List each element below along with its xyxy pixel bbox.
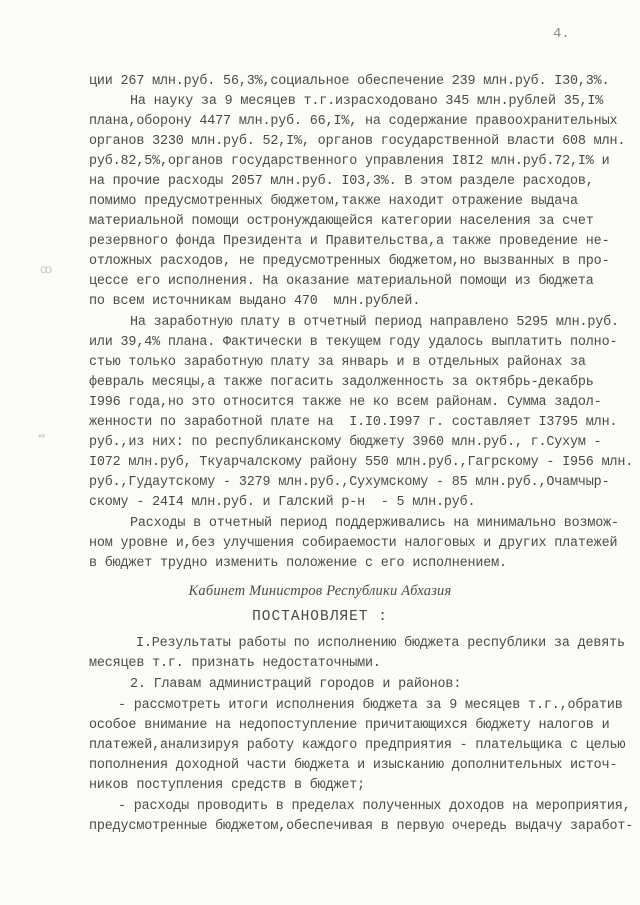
text-line: ном уровне и,без улучшения собираемости налоговых и других платежей bbox=[89, 536, 618, 551]
text-line: помимо предусмотренных бюджетом,также находит отражение выдача bbox=[89, 194, 578, 209]
text-line: женности по заработной плате на I.I0.I997 г. составляет I3795 млн. bbox=[89, 415, 618, 430]
text-line: особое внимание на недопоступление причитающихся бюджету налогов и bbox=[89, 718, 610, 733]
text-line: ников поступления средств в бюджет; bbox=[89, 778, 365, 793]
text-line: или 39,4% плана. Фактически в текущем году удалось выплатить полно- bbox=[89, 335, 618, 350]
issuing-body-heading: Кабинет Министров Республики Абхазия bbox=[188, 583, 452, 599]
text-line: руб.,из них: по республиканскому бюджету 3960 млн.руб., г.Сухум - bbox=[89, 435, 602, 450]
text-line: стью только заработную плату за январь и в отдельных районах за bbox=[89, 355, 586, 370]
text-line: резервного фонда Президента и Правительства,а также проведение не- bbox=[89, 234, 610, 249]
text-line: февраль месяцы,а также погасить задолженность за октябрь-декабрь bbox=[89, 375, 594, 390]
text-line: платежей,анализируя работу каждого предприятия - плательщика с целью bbox=[89, 738, 626, 753]
text-line: на прочие расходы 2057 млн.руб. I03,3%. В этом разделе расходов, bbox=[89, 174, 594, 189]
text-line: 2. Главам администраций городов и районов: bbox=[130, 677, 462, 692]
text-line: месяцев т.г. признать недостаточными. bbox=[89, 656, 381, 671]
text-line: органов 3230 млн.руб. 52,I%, органов государственной власти 608 млн. bbox=[89, 134, 626, 149]
text-line: в бюджет трудно изменить положение с его исполнением. bbox=[89, 556, 507, 571]
text-line: цессе его исполнения. На оказание материальной помощи из бюджета bbox=[89, 274, 594, 289]
text-line: по всем источникам выдано 470 млн.рублей. bbox=[89, 294, 421, 309]
text-line: пополнения доходной части бюджета и изысканию дополнительных источ- bbox=[89, 758, 618, 773]
text-line: скому - 24I4 млн.руб. и Галский р-н - 5 млн.руб. bbox=[89, 495, 476, 510]
text-line: - рассмотреть итоги исполнения бюджета за 9 месяцев т.г.,обратив bbox=[118, 698, 623, 713]
text-line: плана,оборону 4477 млн.руб. 66,I%, на содержание правоохранительных bbox=[89, 114, 618, 129]
text-line: Расходы в отчетный период поддерживались на минимально возмож- bbox=[130, 516, 619, 531]
text-line: На науку за 9 месяцев т.г.израсходовано 345 млн.рублей 35,I% bbox=[130, 94, 604, 109]
page-number: 4. bbox=[553, 26, 570, 42]
text-line: руб.82,5%,органов государственного управления I8I2 млн.руб.72,I% и bbox=[89, 154, 610, 169]
text-line: ции 267 млн.руб. 56,3%,социальное обеспечение 239 млн.руб. I30,3%. bbox=[89, 74, 610, 89]
text-line: I.Результаты работы по исполнению бюджета республики за девять bbox=[136, 636, 625, 651]
scan-mark: ↭ bbox=[38, 429, 46, 443]
text-line: материальной помощи остронуждающейся категории населения за счет bbox=[89, 214, 594, 229]
text-line: I996 года,но это относится также не ко всем районам. Сумма задол- bbox=[89, 395, 602, 410]
text-line: На заработную плату в отчетный период направлено 5295 млн.руб. bbox=[130, 315, 619, 330]
text-line: - расходы проводить в пределах полученных доходов на мероприятия, bbox=[118, 799, 631, 814]
scan-mark: ꝏ bbox=[40, 263, 53, 277]
text-line: руб.,Гудаутскому - 3279 млн.руб.,Сухумскому - 85 млн.руб.,Очамчыр- bbox=[89, 475, 610, 490]
text-line: предусмотренные бюджетом,обеспечивая в первую очередь выдачу заработ- bbox=[89, 819, 634, 834]
text-line: I072 млн.руб, Ткуарчалскому району 550 млн.руб.,Гагрскому - I956 млн. bbox=[89, 455, 634, 470]
text-line: отложных расходов, не предусмотренных бюджетом,но вызванных в про- bbox=[89, 254, 610, 269]
resolution-title: ПОСТАНОВЛЯЕТ : bbox=[252, 609, 388, 625]
